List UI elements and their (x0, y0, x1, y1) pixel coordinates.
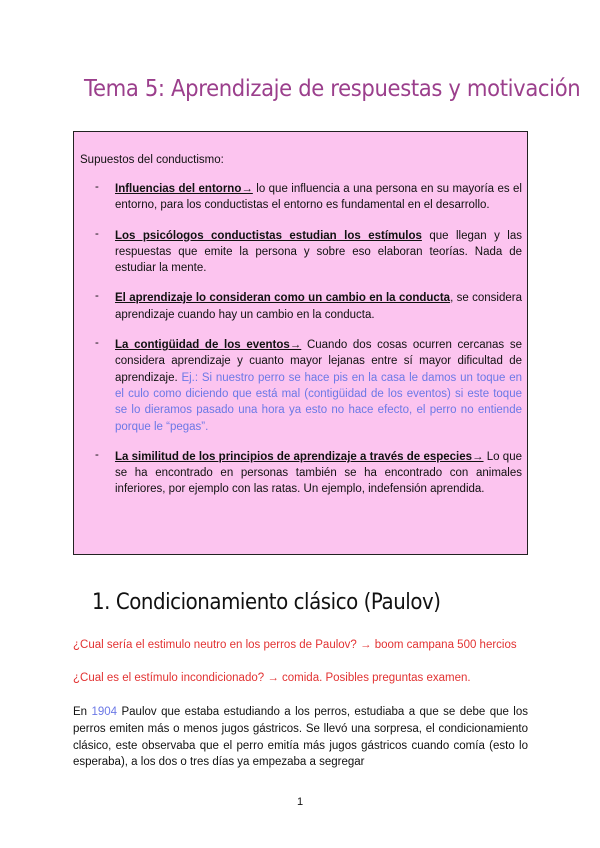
bullet-term: Los psicólogos conductistas estudian los estímulos (115, 229, 422, 242)
list-item (74, 228, 529, 277)
page-title: Tema 5: Aprendizaje de respuestas y motivación (84, 76, 581, 102)
body-paragraph (73, 704, 528, 771)
bullet-body: Cuando dos cosas ocurren cercanas se considera aprendizaje y cuanto mayor lejanas entre sí mayor dificultad de aprendizaje. (115, 339, 522, 384)
bullet-text (115, 290, 522, 323)
bullet-body: Lo que se ha encontrado en personas también se ha encontrado con animales inferiores, por ejemplo con las ratas. Un ejemplo, indefensión aprendida. (115, 450, 522, 496)
bullet-dash: - (95, 337, 99, 350)
list-item (74, 290, 529, 323)
bullet-term: La similitud de los principios de aprendizaje a través de especies→ (115, 450, 484, 463)
bullet-term: La contigüidad de los eventos→ (115, 339, 302, 352)
behaviorism-assumptions-box (73, 131, 528, 555)
page-number: 1 (296, 796, 304, 808)
list-item (74, 337, 529, 435)
bullet-dash: - (95, 181, 99, 193)
box-intro: Supuestos del conductismo: (80, 154, 224, 166)
bullet-text (115, 181, 522, 214)
exam-question-1: ¿Cual sería el estimulo neutro en los perros de Paulov? → boom campana 500 hercios (73, 639, 517, 651)
assumptions-list (74, 181, 529, 512)
para-rest: Paulov que estaba estudiando a los perros, estudiaba a que se debe que los perros emiten más o menos jugos gástricos. Se llevó una sorpresa, el condicionamiento clásico, este observaba que el perro emitía más jugos gástricos cuando comía (esto lo esperaba), a los dos o tres días ya empezaba a segregar (73, 706, 528, 769)
bullet-body: , se considera aprendizaje cuando hay un cambio en la conducta. (115, 292, 522, 321)
bullet-term: El aprendizaje lo consideran como un cambio en la conducta (115, 292, 451, 305)
bullet-text (115, 449, 522, 498)
exam-question-2: ¿Cual es el estímulo incondicionado? → comida. Posibles preguntas examen. (73, 672, 471, 684)
bullet-text (115, 228, 522, 277)
list-item (74, 181, 529, 214)
bullet-body: que llegan y las respuestas que emite la persona y sobre eso elaboran teorías. Nada de estudiar la mente. (115, 229, 522, 275)
bullet-text (115, 337, 522, 435)
section-heading: 1. Condicionamiento clásico (Paulov) (92, 590, 441, 615)
bullet-dash: - (95, 227, 99, 240)
bullet-term: Influencias del entorno→ (115, 183, 253, 195)
para-year: 1904 (91, 706, 118, 718)
bullet-body: lo que influencia a una persona en su mayoría es el entorno, para los conductistas el entorno es fundamental en el desarrollo. (115, 183, 522, 212)
para-prefix: En (73, 706, 92, 718)
list-item (74, 449, 529, 498)
bullet-dash: - (95, 448, 99, 461)
bullet-dash: - (95, 290, 99, 303)
bullet-example: Ej.: Si nuestro perro se hace pis en la casa le damos un toque en el culo como diciendo que está mal (contigüidad de los eventos) si este toque se lo dieramos pasado una hora ya esto no hace efecto, el perro no entiende porque le “pegas”. (115, 371, 522, 433)
